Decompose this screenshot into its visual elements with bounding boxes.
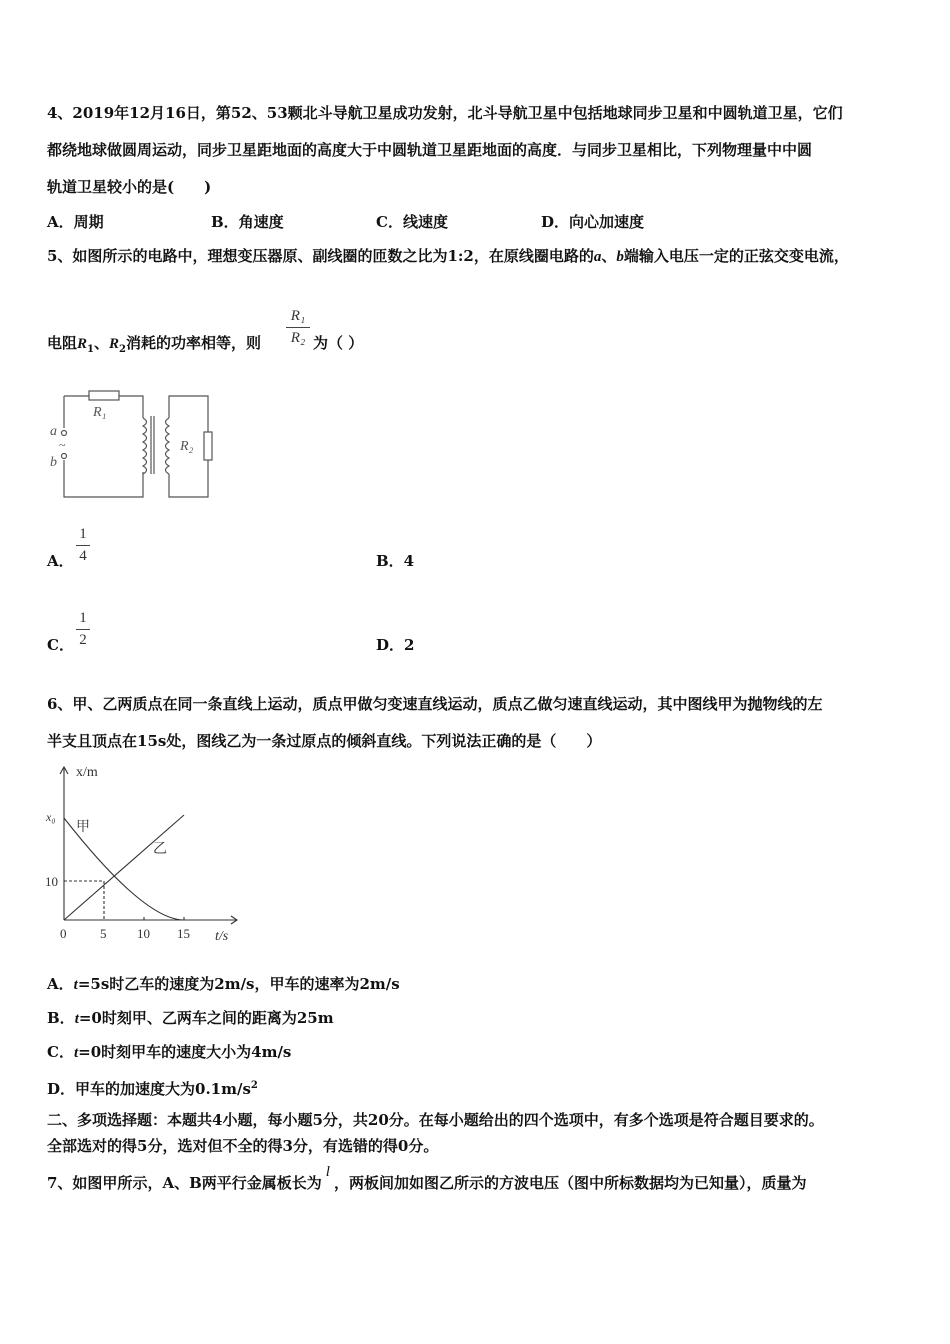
q5-option-b: B．4 [376,552,415,570]
q5-option-c-label: C． [47,636,74,654]
q6-line-2: 半支且顶点在15s处，图线乙为一条过原点的倾斜直线。下列说法正确的是（ ） [47,732,602,750]
q4-option-b: B．角速度 [211,213,284,231]
circuit-b-label: b [50,455,57,470]
q4-option-c: C．线速度 [376,213,448,231]
circuit-ac-source-icon: ~ [59,438,66,452]
graph-jia-label: 甲 [76,820,90,835]
graph-x-tick-0: 0 [60,926,67,941]
q5-option-c-fraction: 1 2 [76,610,90,649]
circuit-r2-label: R₂ [180,439,194,454]
q5-line-1: 5、如图所示的电路中，理想变压器原、副线圈的匝数之比为1:2，在原线圈电路的a、b端输入电压一定的正弦交变电流， [47,247,849,265]
q6-option-b: B．t=0时刻甲、乙两车之间的距离为25m [47,1009,334,1027]
circuit-a-label: a [50,424,57,439]
q5-line-2: 电阻$R_1$、$R_2$消耗的功率相等，则 [47,334,262,355]
q6-xt-graph [40,758,245,948]
ratio-numerator: R₁ [290,308,306,324]
q5-circuit-diagram [44,388,214,503]
q5-option-a-label: A． [47,552,74,570]
q4-option-d: D．向心加速度 [541,213,645,231]
q6-option-c: C．t=0时刻甲车的速度大小为4m/s [47,1043,292,1061]
q5-option-a-fraction: 1 4 [76,526,90,565]
q6-option-d: D．甲车的加速度大为$0.1m/s^2$ [47,1080,258,1098]
q5-line-2-tail: 为（ ） [313,334,364,352]
graph-x0-label: x₀ [46,810,56,824]
graph-y-axis-label: x/m [76,765,98,780]
q5-ratio-fraction [286,308,310,347]
q6-line-1: 6、甲、乙两质点在同一条直线上运动，质点甲做匀变速直线运动，质点乙做匀速直线运动，其中图线甲为抛物线的左 [47,695,823,713]
q4-line-2: 都绕地球做圆周运动，同步卫星距地面的高度大于中圆轨道卫星距地面的高度．与同步卫星相比，下列物理量中中圆 [47,141,813,159]
section-2-line-1: 二、多项选择题：本题共4小题，每小题5分，共20分。在每小题给出的四个选项中，有多个选项是符合题目要求的。 [47,1111,824,1129]
q4-line-1: 4、2019年12月16日，第52、53颗北斗导航卫星成功发射，北斗导航卫星中包括地球同步卫星和中圆轨道卫星，它们 [47,104,843,122]
circuit-r1-label: R₁ [93,405,107,420]
graph-x-tick-5: 5 [100,926,107,941]
q4-line-3: 轨道卫星较小的是( ) [47,178,212,196]
q7-line-1: 7、如图甲所示，A、B两平行金属板长为l，两板间加如图乙所示的方波电压（图中所标数据均为已知量），质量为 [47,1164,807,1192]
graph-x-tick-15: 15 [177,926,190,941]
q4-option-a: A．周期 [47,213,104,231]
graph-x-tick-10: 10 [137,926,150,941]
q5-option-d: D．2 [376,636,415,654]
graph-x-axis-label: t/s [215,929,229,944]
ratio-denominator: R₂ [290,330,306,346]
section-2-line-2: 全部选对的得5分，选对但不全的得3分，有选错的得0分。 [47,1137,439,1155]
graph-yi-label: 乙 [153,842,167,857]
q6-option-a: A．t=5s时乙车的速度为2m/s，甲车的速率为2m/s [47,975,400,993]
graph-y-tick-10: 10 [45,874,58,889]
